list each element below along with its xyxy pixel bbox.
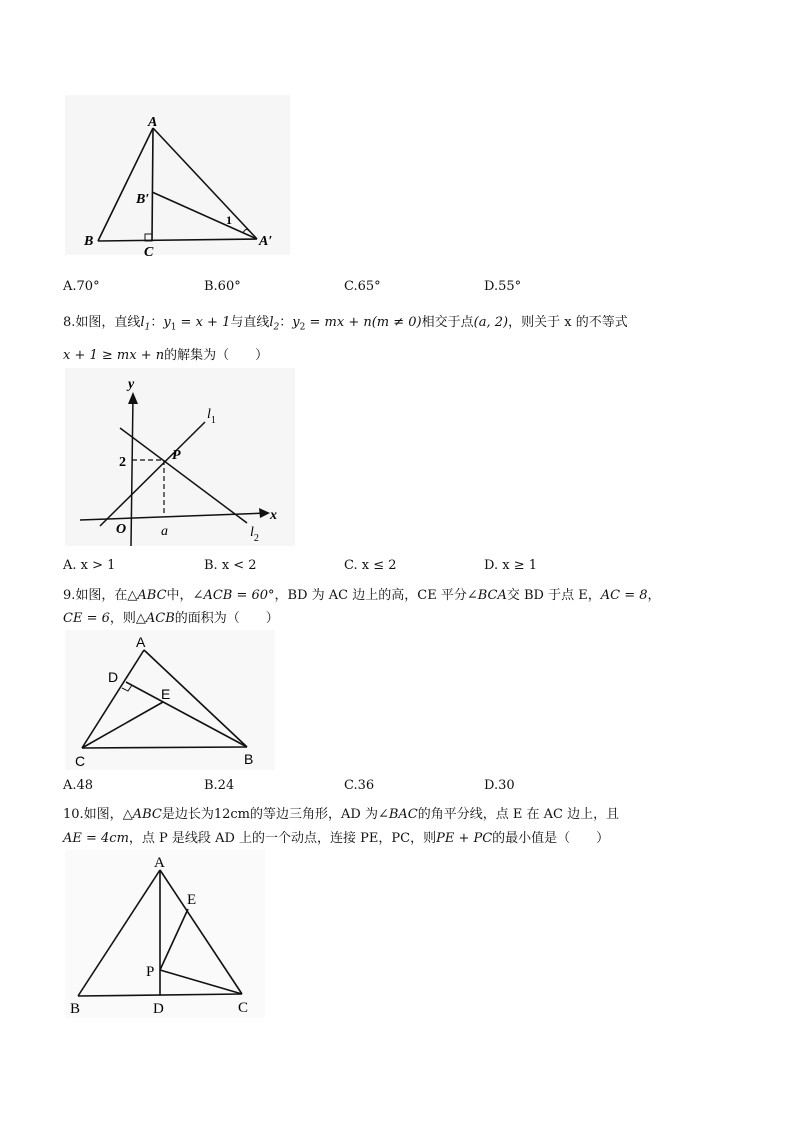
q8-colon2: ： (279, 315, 293, 330)
q10-stem-line1 (63, 803, 619, 822)
q8-cond: (m ≠ 0) (371, 315, 422, 330)
q10-side: 12cm (213, 807, 250, 822)
q9-tri-acb: △ACB (135, 611, 175, 626)
q9-option-b: B.24 (204, 778, 235, 793)
q8-option-d: D. x ≥ 1 (484, 558, 537, 573)
q9-angle-bca: ∠BCA (466, 588, 507, 603)
q8-eq2-sub: 2 (299, 322, 306, 333)
q8-l2-sub: 2 (273, 322, 280, 333)
q10-label-b: B (70, 1001, 81, 1017)
q9-figure (60, 630, 280, 772)
q9-label-d: D (108, 669, 119, 685)
q8-option-a: A. x > 1 (63, 558, 116, 573)
q9-tri-abc: △ABC (127, 588, 167, 603)
q8-line2-text: 的解集为（ ） (164, 348, 269, 363)
q10-stem-line2 (63, 827, 609, 846)
q9-text-a: 9.如图，在 (63, 588, 128, 603)
q7-option-c: C.65° (344, 279, 381, 294)
q7-figure (60, 95, 300, 265)
q7-option-d: D.55° (484, 279, 522, 294)
q10-angle-bac: ∠BAC (377, 807, 418, 822)
q8-option-b: B. x < 2 (204, 558, 257, 573)
q9-label-e: E (161, 686, 171, 702)
q10-figure (60, 850, 270, 1020)
q9-option-a: A.48 (63, 778, 94, 793)
q7-option-b: B.60° (204, 279, 241, 294)
q7-option-a: A.70° (63, 279, 100, 294)
q10-tri-abc: △ABC (122, 807, 162, 822)
q10-text-e: ，点 P 是线段 AD 上的一个动点，连接 PE，PC，则 (128, 831, 437, 846)
q9-ce: CE = 6 (63, 611, 110, 626)
q8-label-l2: $l_2$ (250, 525, 259, 544)
q8-figure (60, 368, 300, 548)
q7-label-a: A (148, 115, 158, 130)
q9-text-d: 交 BD 于点 E， (506, 588, 601, 603)
q9-text-e: ，则 (109, 611, 136, 626)
q9-text-b: 中， (166, 588, 193, 603)
q8-inequality: x + 1 ≥ mx + n (63, 348, 165, 363)
q9-text-f: 的面积为（ ） (174, 611, 279, 626)
q10-label-d: D (153, 1001, 164, 1017)
q8-l1-sub: 1 (144, 322, 151, 333)
q7-seg-ac (152, 128, 153, 241)
q10-label-e: E (187, 892, 197, 908)
q8-post: ，则关于 x 的不等式 (508, 315, 628, 330)
q9-ac: AC = 8 (600, 588, 648, 603)
q8-text-pre: 8.如图，直线 (63, 315, 141, 330)
q7-label-bp: B′ (136, 192, 150, 207)
q10-text-b: 是边长为 (161, 807, 214, 822)
q9-option-d: D.30 (484, 778, 515, 793)
q8-stem-line1 (63, 311, 628, 333)
q8-label-two: 2 (119, 455, 126, 470)
q8-l2: l (269, 315, 274, 330)
q10-ae: AE = 4cm (63, 831, 129, 846)
q9-label-a: A (136, 634, 146, 650)
q8-stem-line2 (63, 344, 268, 363)
q10-text-c: 的等边三角形，AD 为 (250, 807, 378, 822)
q9-comma: ， (647, 588, 661, 603)
q8-eq2-rest: = mx + n (305, 315, 372, 330)
q8-label-a: a (161, 524, 168, 539)
q9-option-c: C.36 (344, 778, 375, 793)
q8-eq1-sub: 1 (170, 322, 177, 333)
q10-sum: PE + PC (436, 831, 493, 846)
q8-mid: 与直线 (230, 315, 270, 330)
q8-label-x: x (270, 508, 277, 523)
q9-angle-acb: ∠ACB = 60° (192, 588, 275, 603)
q7-label-ap: A′ (259, 234, 273, 249)
q10-text-d: 的角平分线，点 E 在 AC 边上，且 (417, 807, 620, 822)
q8-point: (a, 2) (473, 315, 509, 330)
q9-stem-line2 (63, 607, 279, 626)
q7-label-c: C (144, 245, 154, 260)
q9-label-b: B (244, 751, 254, 767)
q9-stem-line1 (63, 584, 661, 603)
q10-label-p: P (146, 964, 155, 980)
q8-eq1-rest: = x + 1 (176, 315, 231, 330)
q7-label-one: 1 (226, 213, 232, 227)
q8-label-y: y (128, 377, 135, 392)
q8-eq2: y (292, 315, 300, 330)
q7-label-b: B (84, 234, 94, 249)
q8-intersect: 相交于点 (421, 315, 474, 330)
q8-label-o: O (116, 522, 127, 537)
q8-label-p: P (172, 448, 181, 463)
q8-option-c: C. x ≤ 2 (344, 558, 397, 573)
q10-text-f: 的最小值是（ ） (492, 831, 610, 846)
q9-label-c: C (75, 753, 86, 769)
q8-eq1: y (163, 315, 171, 330)
q8-l1: l (140, 315, 145, 330)
q10-label-c: C (238, 1000, 249, 1016)
q10-label-a: A (154, 855, 165, 871)
q8-label-l1: $l_1$ (207, 407, 216, 426)
q10-text-a: 10.如图， (63, 807, 123, 822)
q9-text-c: ，BD 为 AC 边上的高，CE 平分 (274, 588, 467, 603)
q9-seg-cb (82, 747, 247, 748)
q8-colon1: ： (150, 315, 164, 330)
